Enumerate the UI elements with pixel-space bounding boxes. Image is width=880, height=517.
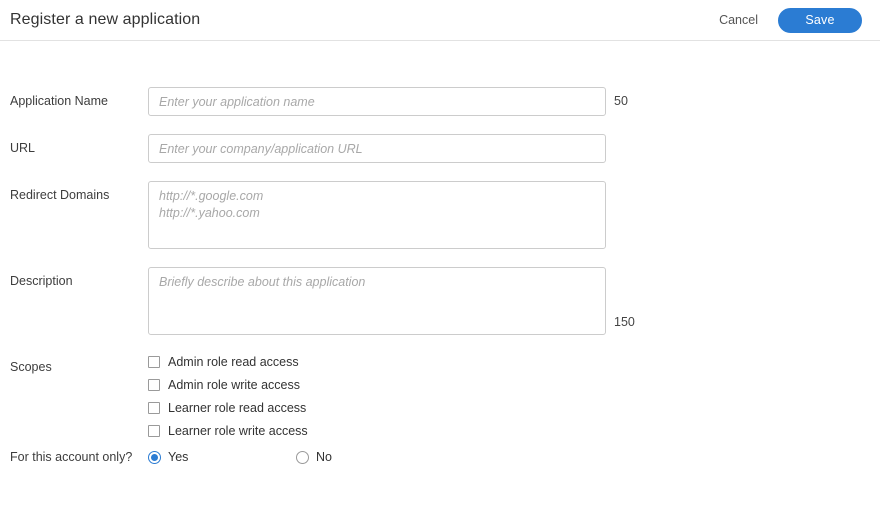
- scope-label: Admin role read access: [168, 355, 299, 369]
- application-name-counter: 50: [614, 94, 628, 108]
- description-textarea[interactable]: [148, 267, 606, 335]
- form-row-account-only: [0, 450, 880, 464]
- form-row-application-name: [0, 87, 880, 116]
- checkbox-icon[interactable]: [148, 356, 160, 368]
- page-title: Register a new application: [10, 11, 201, 28]
- save-button[interactable]: Save: [778, 8, 862, 33]
- description-label: Description: [10, 274, 73, 288]
- account-only-label: For this account only?: [10, 450, 133, 464]
- radio-label: Yes: [168, 450, 189, 464]
- scope-option-learner-write[interactable]: [148, 424, 308, 438]
- checkbox-icon[interactable]: [148, 379, 160, 391]
- scope-option-learner-read[interactable]: [148, 401, 308, 415]
- url-label: URL: [10, 141, 36, 155]
- account-only-option-no[interactable]: [296, 450, 332, 464]
- checkbox-icon[interactable]: [148, 425, 160, 437]
- registration-form: [0, 41, 880, 464]
- scope-label: Learner role write access: [168, 424, 308, 438]
- page-header: [0, 0, 880, 41]
- scope-label: Admin role write access: [168, 378, 300, 392]
- scope-label: Learner role read access: [168, 401, 307, 415]
- radio-selected-icon[interactable]: [148, 451, 161, 464]
- description-counter: 150: [614, 315, 635, 329]
- application-name-input[interactable]: [148, 87, 606, 116]
- redirect-domains-label: Redirect Domains: [10, 188, 110, 202]
- form-row-url: [0, 134, 880, 163]
- header-actions: [717, 8, 862, 33]
- scopes-checkbox-group: [148, 353, 308, 438]
- scope-option-admin-read[interactable]: [148, 355, 308, 369]
- scope-option-admin-write[interactable]: [148, 378, 308, 392]
- cancel-button[interactable]: Cancel: [717, 9, 760, 31]
- radio-icon[interactable]: [296, 451, 309, 464]
- redirect-domains-textarea[interactable]: [148, 181, 606, 249]
- account-only-radio-group: [148, 450, 332, 464]
- url-input[interactable]: [148, 134, 606, 163]
- account-only-option-yes[interactable]: [148, 450, 296, 464]
- redirect-domains-field-wrap: [148, 181, 606, 249]
- radio-label: No: [316, 450, 332, 464]
- application-name-label: Application Name: [10, 94, 108, 108]
- form-row-description: [0, 267, 880, 335]
- scopes-label: Scopes: [10, 360, 52, 374]
- description-field-wrap: [148, 267, 635, 335]
- checkbox-icon[interactable]: [148, 402, 160, 414]
- application-name-field-wrap: [148, 87, 628, 116]
- url-field-wrap: [148, 134, 606, 163]
- form-row-redirect-domains: [0, 181, 880, 249]
- form-row-scopes: [0, 353, 880, 438]
